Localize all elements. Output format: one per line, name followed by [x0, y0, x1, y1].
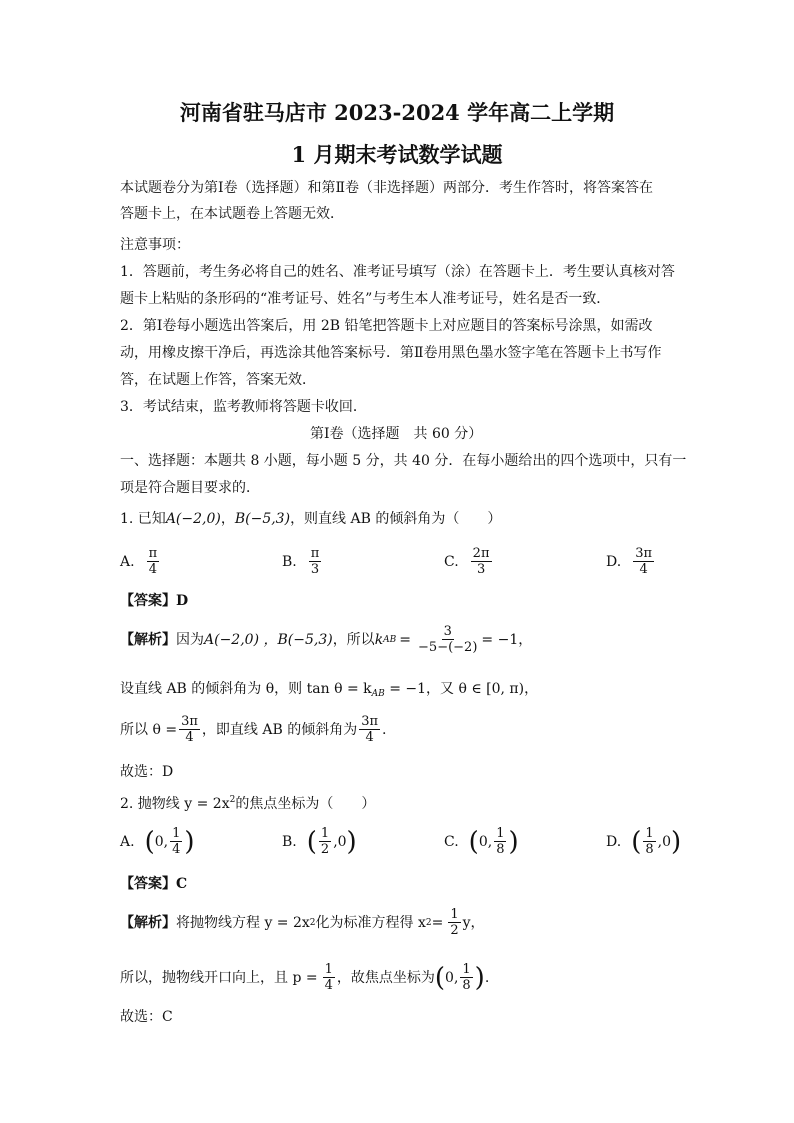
notice-item2-line1: 2．第Ⅰ卷每小题选出答案后，用 2B 铅笔把答题卡上对应题目的答案标号涂黑，如需改: [120, 318, 653, 334]
q1-option-a-num: π: [148, 546, 158, 561]
q1-option-b-den: 3: [310, 562, 320, 577]
q2-analysis-l2-num: 1: [324, 962, 333, 977]
q1-analysis-l3-fraction1: [179, 714, 200, 745]
q1-option-b-fraction: [309, 546, 322, 577]
section1-instr-line1: 一、选择题：本题共 8 小题，每小题 5 分，共 40 分．在每小题给出的四个选项中，只有一: [120, 453, 687, 469]
q2-option-c-first: 0,: [478, 833, 493, 850]
notice-item2-line3: 答，在试题上作答，答案无效．: [120, 372, 316, 388]
q2-option-b-den: 2: [320, 842, 330, 857]
q2-option-b-num: 1: [320, 826, 330, 841]
notice-heading: 注意事项：: [120, 237, 190, 253]
q1-analysis-k: k: [374, 631, 384, 648]
q1-option-b: [282, 546, 323, 577]
q2-option-d-num: 1: [645, 826, 654, 841]
exam-title-line2: 1 月期末考试数学试题: [291, 142, 503, 167]
q2-analysis-l2-end: .: [484, 969, 490, 986]
q1-answer: 【答案】D: [120, 593, 189, 609]
q1-analysis-l1-a: 因为: [176, 631, 204, 648]
exam-title-line1: 河南省驻马店市 2023-2024 学年高二上学期: [179, 100, 615, 125]
q2-analysis-l1-sup: 2: [309, 917, 316, 928]
q1-analysis-k-sub: AB: [383, 634, 397, 645]
q2-option-b-label: B.: [282, 833, 297, 850]
section1-instr-line2: 项是符合题目要求的．: [120, 480, 260, 496]
q1-analysis-frac-num: 3: [443, 624, 452, 639]
q2-analysis-line1: [120, 907, 485, 938]
q2-analysis-l1-num: 1: [450, 907, 459, 922]
q1-analysis-l1-points: A(−2,0) ，B(−5,3): [204, 631, 333, 648]
q1-analysis-l3-fraction2: [359, 714, 380, 745]
q2-stem-b: 的焦点坐标为（ ）: [235, 796, 376, 812]
q1-analysis-tag: 【解析】: [120, 631, 176, 648]
q1-analysis-l3-num2: 3π: [361, 714, 379, 729]
q1-analysis-l3-end: .: [382, 721, 387, 738]
q1-stem: [120, 510, 501, 528]
notice-item1-line2: 题卡上粘贴的条形码的“准考证号、姓名”与考生本人准考证号，姓名是否一致．: [120, 291, 611, 307]
q2-stem-a: 2. 抛物线 y = 2x: [120, 796, 230, 812]
q1-option-d: [606, 546, 656, 577]
q1-option-d-den: 4: [639, 562, 648, 577]
q1-analysis-line1: [120, 624, 532, 655]
q2-analysis-l1-a: 将抛物线方程 y = 2x: [176, 914, 310, 931]
q2-analysis-l2-pt-fraction: [460, 962, 472, 993]
q1-option-c-fraction: [471, 546, 492, 577]
q1-option-b-num: π: [310, 546, 320, 561]
q2-option-c-den: 8: [496, 842, 505, 857]
notice-item3: 3．考试结束，监考教师将答题卡收回．: [120, 399, 367, 415]
q2-analysis-line2: 所以，抛物线开口向上，且 p = $\frac{1}{4}$ ，故焦点坐标为 ( 0, $\frac{1}{8}$ ) .: [120, 962, 490, 993]
q1-option-c-num: 2π: [472, 546, 490, 561]
notice-item2-line2: 动，用橡皮擦干净后，再选涂其他答案标号．第Ⅱ卷用黑色墨水签字笔在答题卡上书写作: [120, 345, 662, 361]
q1-analysis-line3: [120, 714, 386, 745]
q1-option-a-fraction: [147, 546, 160, 577]
q2-option-d-den: 8: [645, 842, 654, 857]
q2-analysis-l1-fraction: [448, 907, 460, 938]
q2-analysis-l1-end: y，: [462, 914, 485, 931]
q1-option-c: [444, 546, 494, 577]
q1-analysis-l3-den1: 4: [185, 730, 194, 745]
q1-analysis-l1-b: ，所以: [332, 631, 375, 648]
q2-option-c-num: 1: [496, 826, 505, 841]
q1-analysis-fraction: [416, 624, 479, 655]
q2-option-a-num: 1: [172, 826, 181, 841]
q2-analysis-l1-sup2: 2: [425, 917, 432, 928]
q2-analysis-l2-b: ，故焦点坐标为: [336, 969, 435, 986]
q2-option-a-fraction: [170, 826, 182, 857]
q2-option-d-fraction: [643, 826, 655, 857]
q2-option-a-label: A.: [120, 833, 135, 850]
q2-stem: [120, 791, 375, 813]
q2-analysis-tag: 【解析】: [120, 914, 176, 931]
q1-analysis-l3-num1: 3π: [181, 714, 198, 729]
q2-analysis-l2-fraction: [323, 962, 335, 993]
q1-analysis-l3-b: ，即直线 AB 的倾斜角为: [201, 721, 358, 738]
q1-option-a-den: 4: [148, 562, 157, 577]
q2-option-d-label: D.: [606, 833, 622, 850]
q2-analysis-l2-a: 所以，抛物线开口向上，且 p =: [120, 969, 318, 986]
q1-stem-prefix: 1. 已知: [120, 511, 166, 527]
q1-analysis-l1-end: = −1，: [481, 631, 533, 648]
q1-analysis-eq: =: [399, 631, 412, 648]
q1-analysis-l2: 设直线 AB 的倾斜角为 θ，则 tan θ = k: [120, 681, 372, 697]
q2-analysis-l2-pt-num: 1: [462, 962, 471, 977]
q2-option-b-fraction: [319, 826, 331, 857]
q2-analysis-l1-den: 2: [450, 923, 459, 938]
q1-choice: 故选：D: [120, 764, 174, 780]
q2-answer: 【答案】C: [120, 876, 188, 892]
q2-stem-sup: 2: [229, 795, 236, 805]
q2-analysis-l2-den: 4: [324, 978, 333, 993]
q2-option-a-first: 0,: [154, 833, 169, 850]
q2-analysis-l2-pt-den: 8: [462, 978, 471, 993]
section1-heading: 第Ⅰ卷（选择题 共 60 分）: [310, 426, 483, 442]
q1-option-b-label: B.: [282, 553, 297, 570]
q1-point-b: B(−5,3): [234, 511, 291, 527]
q2-option-b: B. ( $\frac{1}{2}$ ,0 ): [282, 826, 357, 857]
q1-point-a: A(−2,0): [165, 511, 221, 527]
intro-line1: 本试题卷分为第Ⅰ卷（选择题）和第Ⅱ卷（非选择题）两部分．考生作答时，将答案答在: [120, 180, 654, 196]
q2-option-c: C. ( 0, $\frac{1}{8}$ ): [444, 826, 519, 857]
q1-option-d-label: D.: [606, 553, 622, 570]
q2-option-a: A. ( 0, $\frac{1}{4}$ ): [120, 826, 195, 857]
q2-option-b-last: ,0: [333, 833, 347, 850]
q2-analysis-l1-b: 化为标准方程得 x: [315, 914, 426, 931]
q1-analysis-l3-a: 所以 θ =: [120, 721, 178, 738]
q1-analysis-l2-sub: AB: [371, 689, 385, 699]
q2-option-d-last: ,0: [657, 833, 671, 850]
q2-option-c-fraction: [494, 826, 506, 857]
q1-option-c-label: C.: [444, 553, 459, 570]
q2-choice: 故选：C: [120, 1009, 173, 1025]
q2-analysis-l1-c: =: [431, 914, 444, 931]
q1-option-c-den: 3: [476, 562, 486, 577]
q2-analysis-l2-pt-first: 0,: [445, 969, 459, 986]
q1-analysis-frac-den: −5−(−2): [418, 640, 478, 655]
q1-analysis-l3-den2: 4: [365, 730, 374, 745]
q2-option-a-den: 4: [172, 842, 181, 857]
q2-option-d: D. ( $\frac{1}{8}$ ,0 ): [606, 826, 682, 857]
q1-option-d-fraction: [633, 546, 654, 577]
q1-analysis-l2-end: = −1，又 θ ∈ [0, π)，: [384, 681, 539, 697]
q1-option-a-label: A.: [120, 553, 135, 570]
notice-item1-line1: 1．答题前，考生务必将自己的姓名、准考证号填写（涂）在答题卡上．考生要认真核对答: [120, 264, 675, 280]
q1-stem-suffix: ，则直线 AB 的倾斜角为（ ）: [290, 511, 502, 527]
q1-option-a: [120, 546, 161, 577]
q2-option-c-label: C.: [444, 833, 459, 850]
q1-option-d-num: 3π: [635, 546, 653, 561]
q1-analysis-line2: [120, 680, 538, 703]
intro-line2: 答题卡上，在本试题卷上答题无效．: [120, 206, 344, 222]
q1-sep: ，: [220, 511, 235, 527]
